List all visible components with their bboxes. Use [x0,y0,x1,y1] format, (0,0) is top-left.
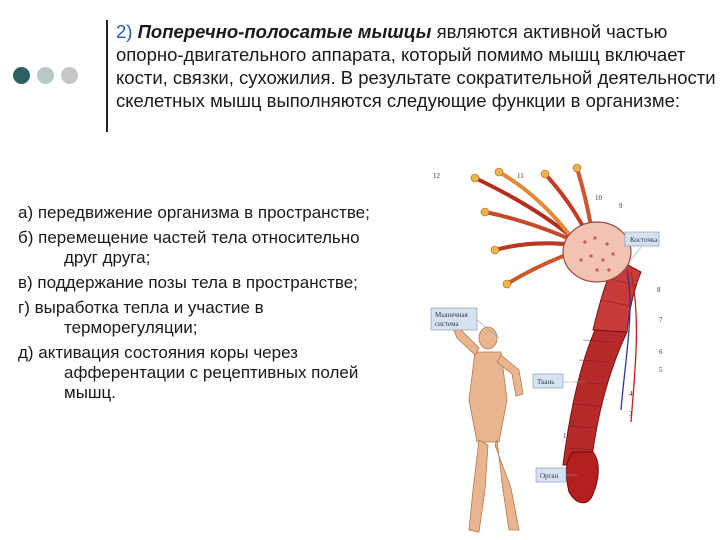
heading-number: 2) [116,21,133,42]
fig-num-12: 12 [433,172,440,180]
function-item-c: в) поддержание позы тела в пространстве; [18,273,358,292]
accent-bar [106,20,108,132]
fig-num-9: 9 [619,202,623,210]
label-tkan [533,374,563,388]
label-myshechnaya [431,308,477,330]
fig-num-2: 2 [571,420,575,428]
fascicle-cross-section [563,222,631,282]
fig-num-5: 5 [659,366,663,374]
functions-list [18,203,398,408]
label-kostochka [625,232,659,246]
heading-text: являются активной частью опорно-двигательного аппарата, который помимо мышц включает кости, связки, сухожилия. В результате сократительной деятельности скелетных мышц выполняются следующие функции в организме: [116,21,716,111]
fig-num-11: 11 [517,172,524,180]
fig-num-3: 3 [629,410,633,418]
function-item-a: а) передвижение организма в пространстве; [18,203,370,222]
fig-num-4: 4 [629,390,633,398]
heading-term: Поперечно-полосатые мышцы [137,21,432,42]
muscle-structure-figure [395,160,720,540]
label-organ-text: Орган [540,472,559,480]
bullet-dots [13,67,78,84]
slide-heading [116,20,716,112]
fig-num-6: 6 [659,348,663,356]
fig-num-7: 7 [659,316,663,324]
label-kostochka-text: Косточка [630,236,658,244]
fig-num-8: 8 [657,286,661,294]
fig-num-1: 1 [563,432,567,440]
human-figure [447,310,523,532]
function-item-b: б) перемещение частей тела относительно друг друга; [18,228,360,267]
label-myshechnaya-text: Мышечная [435,311,468,319]
label-sistema-text: система [435,320,459,328]
label-organ [536,468,566,482]
dot-light [61,67,78,84]
dot-medium [37,67,54,84]
function-item-e: д) активация состояния коры через афферентации с рецептивных полей мышц. [18,343,359,402]
fig-num-10: 10 [595,194,602,202]
function-item-d: г) выработка тепла и участие в терморегуляции; [18,298,264,337]
dot-dark [13,67,30,84]
label-tkan-text: Ткань [537,378,555,386]
